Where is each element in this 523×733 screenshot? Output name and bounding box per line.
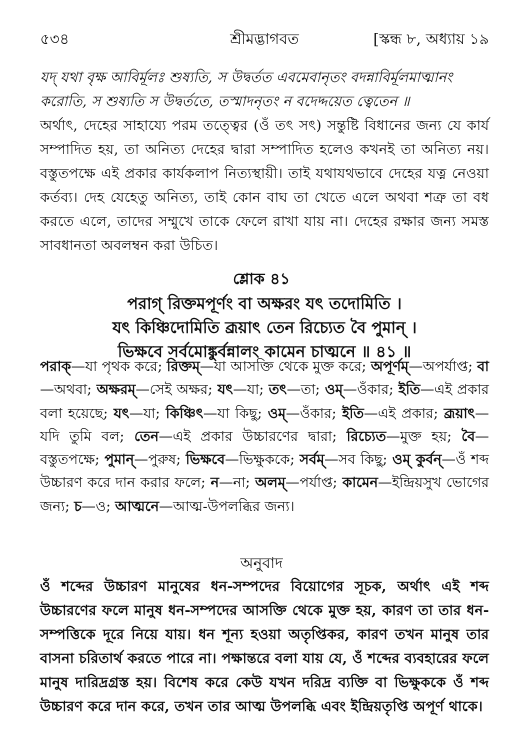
- synonym-meaning: —যা;: [129, 405, 166, 422]
- synonym-meaning: —অথবা;: [40, 382, 97, 399]
- synonym-meaning: —সেই অক্ষর;: [135, 382, 218, 399]
- synonym-meaning: —না;: [218, 475, 256, 492]
- synonym-word: আত্মনে: [115, 498, 159, 515]
- synonym-meaning: —বস্তুতপক্ষে;: [40, 428, 489, 469]
- synonym-meaning: —অপর্যাপ্ত;: [408, 359, 478, 375]
- synonym-word: ইতি: [342, 405, 364, 422]
- synonym-word: ইতি: [398, 382, 421, 399]
- synonym-word: ওম্ কুর্বন্: [392, 452, 442, 469]
- synonym-meaning: —আত্ম-উপলব্ধির জন্য।: [158, 498, 295, 515]
- synonym-word: ন: [210, 475, 219, 492]
- synonym-meaning: —সব কিছু;: [324, 452, 393, 469]
- synonym-word: ভিক্ষবে: [185, 452, 225, 469]
- synonym-word: তৎ: [268, 382, 287, 399]
- purport-paragraph: অর্থাৎ, দেহের সাহায্যে পরম তত্ত্বের (ওঁ তৎ সৎ) সন্তুষ্টি বিধানের জন্য যে কার্য সম্পাদিত হয়, তা অনিত্য দেহের দ্বারা সম্পাদিত হলেও কখনই তা অনিত্য নয়। বস্তুতপক্ষে এই প্রকার কার্যকলাপ নিত্যস্থায়ী। তাই যথাযথভাবে দেহের যত্ন নেওয়া কর্তব্য। দেহ যেহেতু অনিত্য, তাই কোন বাঘ তা খেতে এলে অথবা শত্রু তা বধ করতে এলে, তাদের সম্মুখে তাকে ফেলে রাখা যায় না। দেহের রক্ষার জন্য সমস্ত সাবধানতা অবলম্বন করা উচিত।: [40, 118, 489, 254]
- synonym-word: তেন: [134, 428, 159, 445]
- synonym-meaning: —ভিক্ষুককে;: [224, 452, 300, 469]
- synonym-word: অলম্: [255, 475, 286, 492]
- quoted-verse: যদ্ যথা বৃক্ষ আবির্মূলঃ শুষ্যতি, স উদ্বর্তত এবমেবানৃতং বদন্নাবির্মূলমাত্মানং করোতি, স শুষ্যতি স উদ্বর্ততে, তস্মাদনৃতং ন বদেদ্দয়েত ত্বেতেন ॥: [40, 70, 453, 110]
- synonym-word: ওম্: [267, 405, 286, 422]
- synonym-meaning: —যা কিছু;: [203, 405, 268, 422]
- synonym-word: অপূর্ণম্: [370, 359, 409, 375]
- synonym-word: যৎ: [113, 405, 130, 422]
- sloka-heading: শ্লোক ৪১: [232, 269, 291, 288]
- synonym-meaning: —ইন্দ্রিয়সুখ ভোগের জন্য;: [40, 475, 489, 515]
- synonym-word: বা: [477, 359, 489, 375]
- translation-text: ওঁ শব্দের উচ্চারণ মানুষের ধন-সম্পদের বিয়োগের সূচক, অর্থাৎ এই শব্দ উচ্চারণের ফলে মানুষ ধন-সম্পদের আসক্তি থেকে মুক্ত হয়, কারণ তা তার ধন-সম্পত্তিকে দূরে নিয়ে যায়। ধন শূন্য হওয়া অতৃপ্তিকর, কারণ তখন মানুষ তার বাসনা চরিতার্থ করতে পারে না। পক্ষান্তরে বলা যায় যে, ওঁ শব্দের ব্যবহারের ফলে মানুষ দারিদ্রগ্রস্ত হয়। বিশেষ করে কেউ যখন দরিদ্র ব্যক্তি বা ভিক্ষুককে ওঁ শব্দ উচ্চারণ করে দান করে, তখন তার আত্ম উপলব্ধি এবং ইন্দ্রিয়তৃপ্তি অপূর্ণ থাকে।: [40, 579, 489, 715]
- sloka-line: পরাগ্ রিক্তমপূর্ণং বা অক্ষরং যৎ তদোমিতি ।: [127, 294, 402, 313]
- synonym-meaning: —মুক্ত হয়;: [386, 428, 462, 445]
- translation-heading: অনুবাদ: [240, 554, 283, 572]
- synonym-meaning: —তা;: [286, 382, 325, 399]
- synonym-word: অক্ষরম্: [96, 382, 136, 399]
- synonym-meaning: —ওঁকার;: [285, 405, 343, 422]
- synonym-word: ওম্: [324, 382, 343, 399]
- synonym-meaning: —ও;: [81, 498, 116, 515]
- synonym-meaning: —পর্যাপ্ত;: [285, 475, 343, 492]
- synonym-word: রিচ্যেত: [346, 428, 387, 445]
- sloka-text: [40, 292, 489, 364]
- synonym-meaning: —যা;: [233, 382, 269, 399]
- book-title: শ্রীমদ্ভাগবত: [230, 30, 299, 48]
- synonym-meaning: —এই প্রকার বলা হয়েছে;: [40, 382, 490, 422]
- chapter-reference: [স্কন্ধ ৮, অধ্যায় ১৯: [373, 30, 489, 48]
- synonym-meaning: —পুরুষ;: [134, 452, 186, 469]
- synonym-word: চ: [74, 498, 82, 515]
- synonym-word: পুমান্: [104, 452, 135, 469]
- sloka-line: যৎ কিঞ্চিদোমিতি ব্রূয়াৎ তেন রিচ্যেত বৈ পুমান্ ।: [112, 318, 417, 337]
- synonym-word: ব্রূয়াৎ: [443, 405, 475, 422]
- synonym-meaning: —এই প্রকার;: [363, 405, 444, 422]
- synonym-word: বৈ: [461, 428, 475, 445]
- synonym-meaning: —যদি তুমি বল;: [40, 405, 489, 445]
- synonym-meaning: —যা পৃথক করে;: [71, 359, 167, 375]
- page-header: [40, 28, 489, 50]
- synonym-meaning: —ওঁ শব্দ উচ্চারণ করে দান করার ফলে;: [40, 452, 489, 492]
- sloka-line: ভিক্ষবে সর্বমোঙ্কুর্বন্নালং কামেন চাত্মনে ॥ ৪১ ॥: [117, 342, 412, 361]
- page-number: ৫৩৪: [40, 30, 70, 48]
- synonym-word: রিক্তম্: [166, 359, 200, 375]
- synonym-word: যৎ: [217, 382, 233, 399]
- synonym-word: কামেন: [342, 475, 378, 492]
- synonym-word: কিঞ্চিৎ: [165, 405, 204, 422]
- synonym-word: পরাক্: [40, 359, 72, 375]
- synonym-meaning: —এই প্রকার উচ্চারণের দ্বারা;: [158, 428, 347, 445]
- synonym-meaning: —যা আসক্তি থেকে মুক্ত করে;: [199, 359, 371, 375]
- synonym-meaning: —ওঁকার;: [342, 382, 399, 399]
- word-meanings: [40, 356, 489, 519]
- synonym-word: সর্বম্: [299, 452, 325, 469]
